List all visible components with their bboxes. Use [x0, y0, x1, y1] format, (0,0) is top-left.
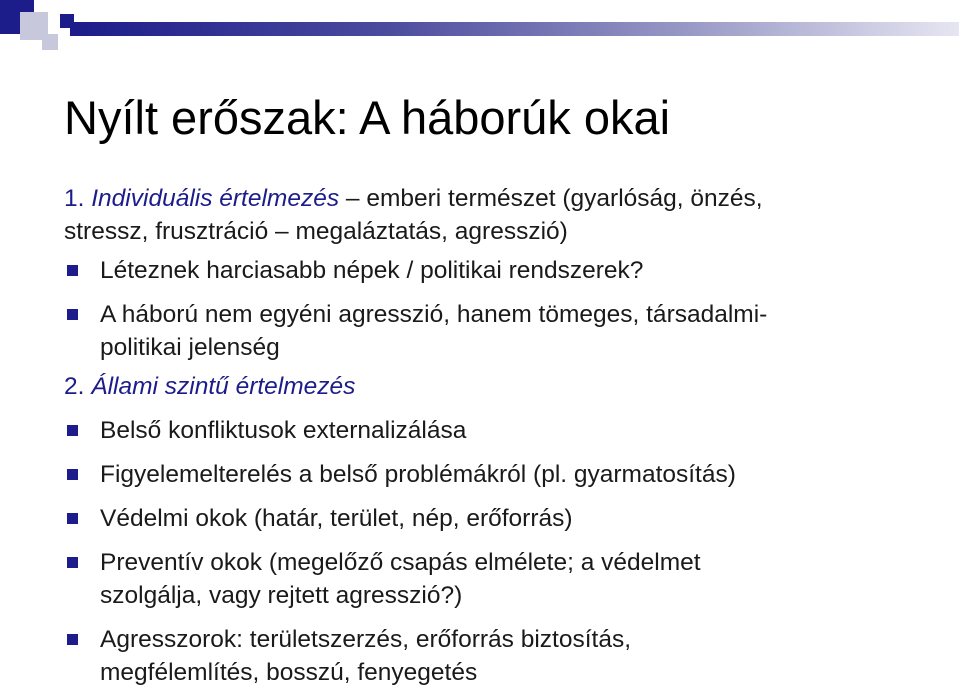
- bullet-1-1: [64, 254, 944, 287]
- bullet-2-5: [64, 623, 944, 656]
- section-1-number: 1.: [64, 185, 85, 212]
- bullet-2-4-continuation: [64, 579, 944, 612]
- bullet-2-3: [64, 502, 944, 535]
- header-decoration-square-small: [42, 34, 58, 50]
- section-2-heading: Állami szintű értelmezés: [91, 373, 356, 400]
- bullet-2-2: [64, 458, 944, 491]
- bullet-text: Figyelemelterelés a belső problémákról (pl. gyarmatosítás): [100, 461, 736, 488]
- section-1-heading: Individuális értelmezés: [91, 185, 340, 212]
- bullet-text: Agresszorok: területszerzés, erőforrás biztosítás,: [100, 626, 632, 653]
- bullet-text: Belső konfliktusok externalizálása: [100, 417, 467, 444]
- bullet-square-icon: [67, 557, 78, 568]
- bullet-text: Preventív okok (megelőző csapás elmélete; a védelmet: [100, 549, 701, 576]
- section-2-number: 2.: [64, 373, 85, 400]
- bullet-1-2-continuation: [64, 331, 944, 364]
- bullet-1-2: [64, 298, 944, 331]
- bullet-square-icon: [67, 265, 78, 276]
- section-1-description-1: – emberi természet (gyarlóság, önzés,: [339, 185, 763, 212]
- bullet-text: megfélemlítés, bosszú, fenyegetés: [100, 659, 478, 686]
- bullet-text: Léteznek harciasabb népek / politikai rendszerek?: [100, 257, 644, 284]
- bullet-text: Védelmi okok (határ, terület, nép, erőforrás): [100, 505, 573, 532]
- bullet-square-icon: [67, 309, 78, 320]
- bullet-text: szolgálja, vagy rejtett agresszió?): [100, 582, 463, 609]
- bullet-text: A háború nem egyéni agresszió, hanem tömeges, társadalmi-: [100, 301, 768, 328]
- section-1-line-1: [64, 182, 944, 215]
- slide-content: [64, 182, 944, 689]
- section-2-line-1: [64, 370, 944, 403]
- bullet-square-icon: [67, 469, 78, 480]
- bullet-2-1: [64, 414, 944, 447]
- slide-title: Nyílt erőszak: A háborúk okai: [64, 91, 671, 144]
- section-1-description-2: stressz, frusztráció – megaláztatás, agresszió): [64, 218, 568, 245]
- bullet-square-icon: [67, 634, 78, 645]
- bullet-square-icon: [67, 425, 78, 436]
- section-1-line-2: [64, 215, 944, 248]
- bullet-square-icon: [67, 513, 78, 524]
- header-decoration-bar: [70, 22, 959, 36]
- bullet-2-5-continuation: [64, 656, 944, 689]
- bullet-2-4: [64, 546, 944, 579]
- bullet-text: politikai jelenség: [100, 334, 280, 361]
